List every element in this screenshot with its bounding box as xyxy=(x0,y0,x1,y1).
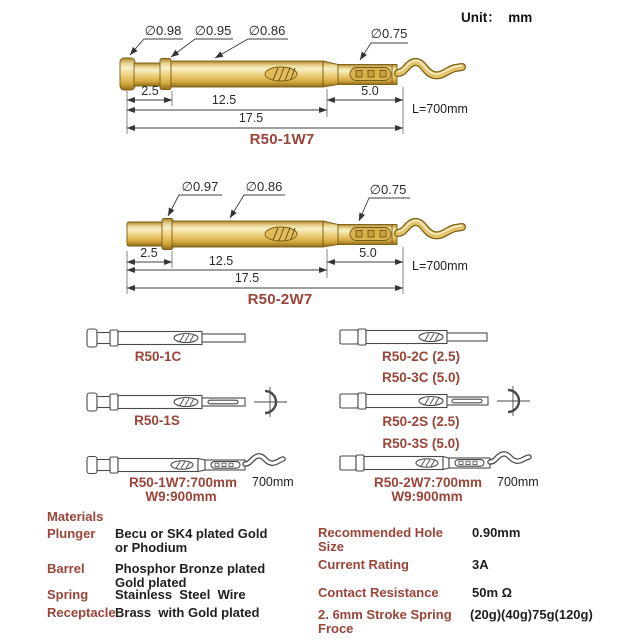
probe2-dim-tip: 2.5 xyxy=(140,246,158,260)
variant-r50-2w7-wire xyxy=(490,454,529,462)
spec-value-plunger: Becu or SK4 plated Gold or Phodium xyxy=(115,526,268,555)
rating-label-current: Current Rating xyxy=(318,557,409,572)
probe2-dim-total: 17.5 xyxy=(234,271,260,285)
probe1-wire xyxy=(398,61,462,76)
rating-value-resistance: 50m Ω xyxy=(472,585,513,600)
spec-label-plunger: Plunger xyxy=(47,526,96,541)
variant-r50-2w7-drawing xyxy=(340,454,529,471)
probe1-plunger-head xyxy=(120,58,135,90)
variant-label-r50-3s: R50-3S (5.0) xyxy=(382,436,460,451)
probe2-barrel xyxy=(172,221,323,247)
materials-header: Materials xyxy=(47,509,104,524)
fork-tip-front-view-icon xyxy=(254,387,287,417)
spec-label-spring: Spring xyxy=(47,587,89,602)
spec-label-barrel: Barrel xyxy=(47,561,85,576)
probe1-drawing xyxy=(120,58,462,90)
variant-r50-1w7-wire xyxy=(245,456,283,464)
probe1-dim-rear: 5.0 xyxy=(361,84,379,98)
rating-value-spring-force: (20g)(40g)75g(120g) xyxy=(470,607,593,622)
probe1-rear-squares xyxy=(356,71,386,78)
probe2-plunger-tube xyxy=(127,222,163,246)
variant-label-r50-2s: R50-2S (2.5) xyxy=(382,414,460,429)
probe1-diameter-label-2: ∅0.95 xyxy=(194,23,232,38)
probe1-dim-tip: 2.5 xyxy=(141,84,159,98)
variant-r50-2w7-wire-length: 700mm xyxy=(497,475,539,489)
probe2-title: R50-2W7 xyxy=(247,291,313,308)
probe2-leader-lines xyxy=(168,195,410,221)
variant-r50-1w7-drawing xyxy=(87,456,283,474)
probe1-barrel xyxy=(171,61,323,87)
variant-label-r50-1w7-w9: W9:900mm xyxy=(145,489,217,504)
variant-label-r50-2c: R50-2C (2.5) xyxy=(381,349,461,364)
variant-label-r50-1s: R50-1S xyxy=(134,413,180,428)
probe1-collar xyxy=(160,59,171,90)
probe2-diameter-label-3: ∅0.75 xyxy=(369,182,407,197)
variant-r50-1s-drawing xyxy=(87,387,287,417)
probe2-dim-barrel: 12.5 xyxy=(208,254,234,268)
variant-r50-1w7-wire-length: 700mm xyxy=(252,475,294,489)
rating-value-hole-size: 0.90mm xyxy=(472,525,521,540)
probe1-taper xyxy=(323,61,338,87)
rating-value-current: 3A xyxy=(472,557,489,572)
probe1-leader-lines xyxy=(130,39,408,60)
probe1-diameter-label-4: ∅0.75 xyxy=(370,26,408,41)
variant-r50-2c-drawing xyxy=(340,329,487,345)
probe2-taper xyxy=(323,221,338,247)
probe2-wire-length-label: L=700mm xyxy=(412,259,468,273)
spec-label-receptacle: Receptacle xyxy=(47,605,116,620)
probe1-diameter-label-1: ∅0.98 xyxy=(144,23,182,38)
variant-label-r50-1c: R50-1C xyxy=(134,349,182,364)
probe2-drawing xyxy=(127,219,462,250)
rating-label-hole-size: Recommended Hole Size xyxy=(318,525,443,554)
variant-r50-2s-drawing xyxy=(340,386,530,416)
probe2-wire xyxy=(398,221,462,236)
probe2-rear-squares xyxy=(356,231,386,238)
probe1-dim-barrel: 12.5 xyxy=(211,93,237,107)
probe1-dim-total: 17.5 xyxy=(238,111,264,125)
variant-label-r50-1w7: R50-1W7:700mm xyxy=(128,475,238,490)
probe2-diameter-label-2: ∅0.86 xyxy=(245,179,283,194)
probe1-diameter-label-3: ∅0.86 xyxy=(248,23,286,38)
probe1-neck xyxy=(134,63,161,86)
spec-value-spring: Stainless Steel Wire xyxy=(115,587,246,602)
variant-label-r50-2w7: R50-2W7:700mm xyxy=(373,475,483,490)
variant-label-r50-2w7-w9: W9:900mm xyxy=(391,489,463,504)
probe1-wire-length-label: L=700mm xyxy=(412,102,468,116)
fork-tip-front-view-icon xyxy=(497,386,530,416)
probe2-collar xyxy=(162,219,173,250)
variant-r50-1c-drawing xyxy=(87,329,245,347)
probe1-title: R50-1W7 xyxy=(249,131,315,148)
spec-value-receptacle: Brass with Gold plated xyxy=(115,605,260,620)
rating-label-resistance: Contact Resistance xyxy=(318,585,439,600)
rating-label-spring-force: 2. 6mm Stroke Spring Froce xyxy=(318,607,452,636)
spec-value-barrel: Phosphor Bronze plated Gold plated xyxy=(115,561,266,590)
probe2-diameter-label-1: ∅0.97 xyxy=(181,179,219,194)
probe2-dim-rear: 5.0 xyxy=(359,246,377,260)
unit-label: Unit： mm xyxy=(461,10,533,25)
variant-label-r50-3c: R50-3C (5.0) xyxy=(381,370,461,385)
